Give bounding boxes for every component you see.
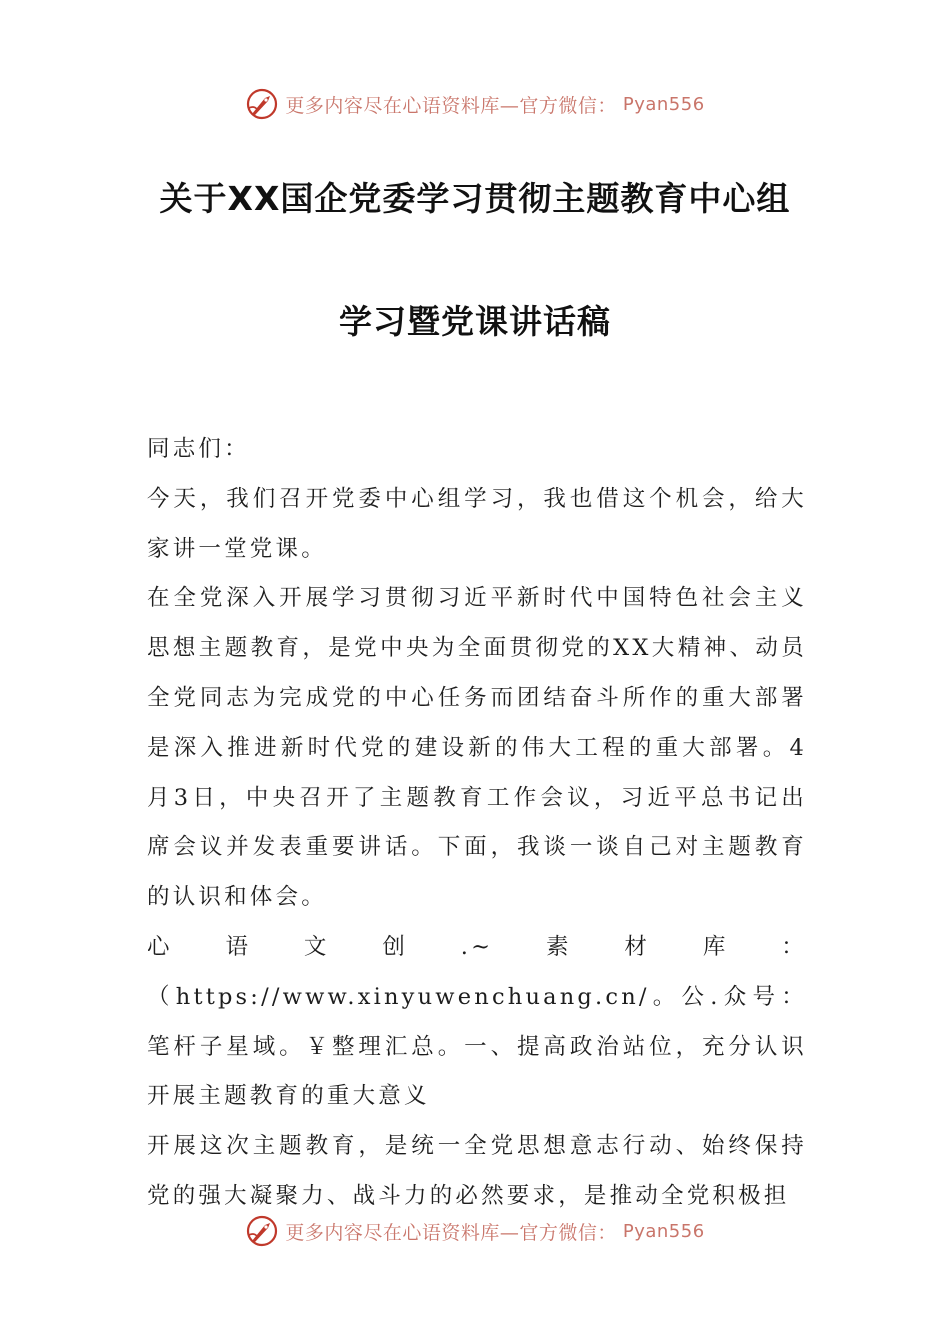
document-title-line-1: 关于XX国企党委学习贯彻主题教育中心组 (159, 179, 791, 218)
body-paragraph: 心语文创.~素材库：（https://www.xinyuwenchuang.cn/。公.众号：笔杆子星域。￥整理汇总。一、提高政治站位，充分认识开展主题教育的重大意义 (147, 933, 807, 1110)
document-title-line-2: 学习暨党课讲话稿 (339, 302, 611, 341)
watermark-account: Pyan556 (622, 1220, 705, 1242)
body-paragraph: 今天，我们召开党委中心组学习，我也借这个机会，给大家讲一堂党课。 (147, 485, 807, 562)
body-paragraph: 在全党深入开展学习贯彻习近平新时代中国特色社会主义思想主题教育，是党中央为全面贯彻党的XX大精神、动员全党同志为完成党的中心任务而团结奋斗所作的重大部署是深入推进新时代党的建设新的伟大工程的重大部署。4月3日，中央召开了主题教育工作会议，习近平总书记出席会议并发表重要讲话。下面，我谈一谈自己对主题教育的认识和体会。 (147, 585, 807, 911)
document-body (147, 425, 807, 1222)
salutation-paragraph: 同志们： (147, 436, 250, 462)
header-watermark (0, 84, 950, 124)
pen-nib-logo-icon (245, 1214, 279, 1248)
watermark-text: 更多内容尽在心语资料库—官方微信： (285, 94, 617, 117)
pen-nib-logo-icon (245, 87, 279, 121)
footer-watermark (0, 1211, 950, 1251)
body-paragraph: 开展这次主题教育，是统一全党思想意志行动、始终保持党的强大凝聚力、战斗力的必然要求，是推动全党积极担 (147, 1133, 807, 1209)
watermark-text: 更多内容尽在心语资料库—官方微信： (285, 1221, 617, 1244)
watermark-account: Pyan556 (622, 93, 705, 115)
